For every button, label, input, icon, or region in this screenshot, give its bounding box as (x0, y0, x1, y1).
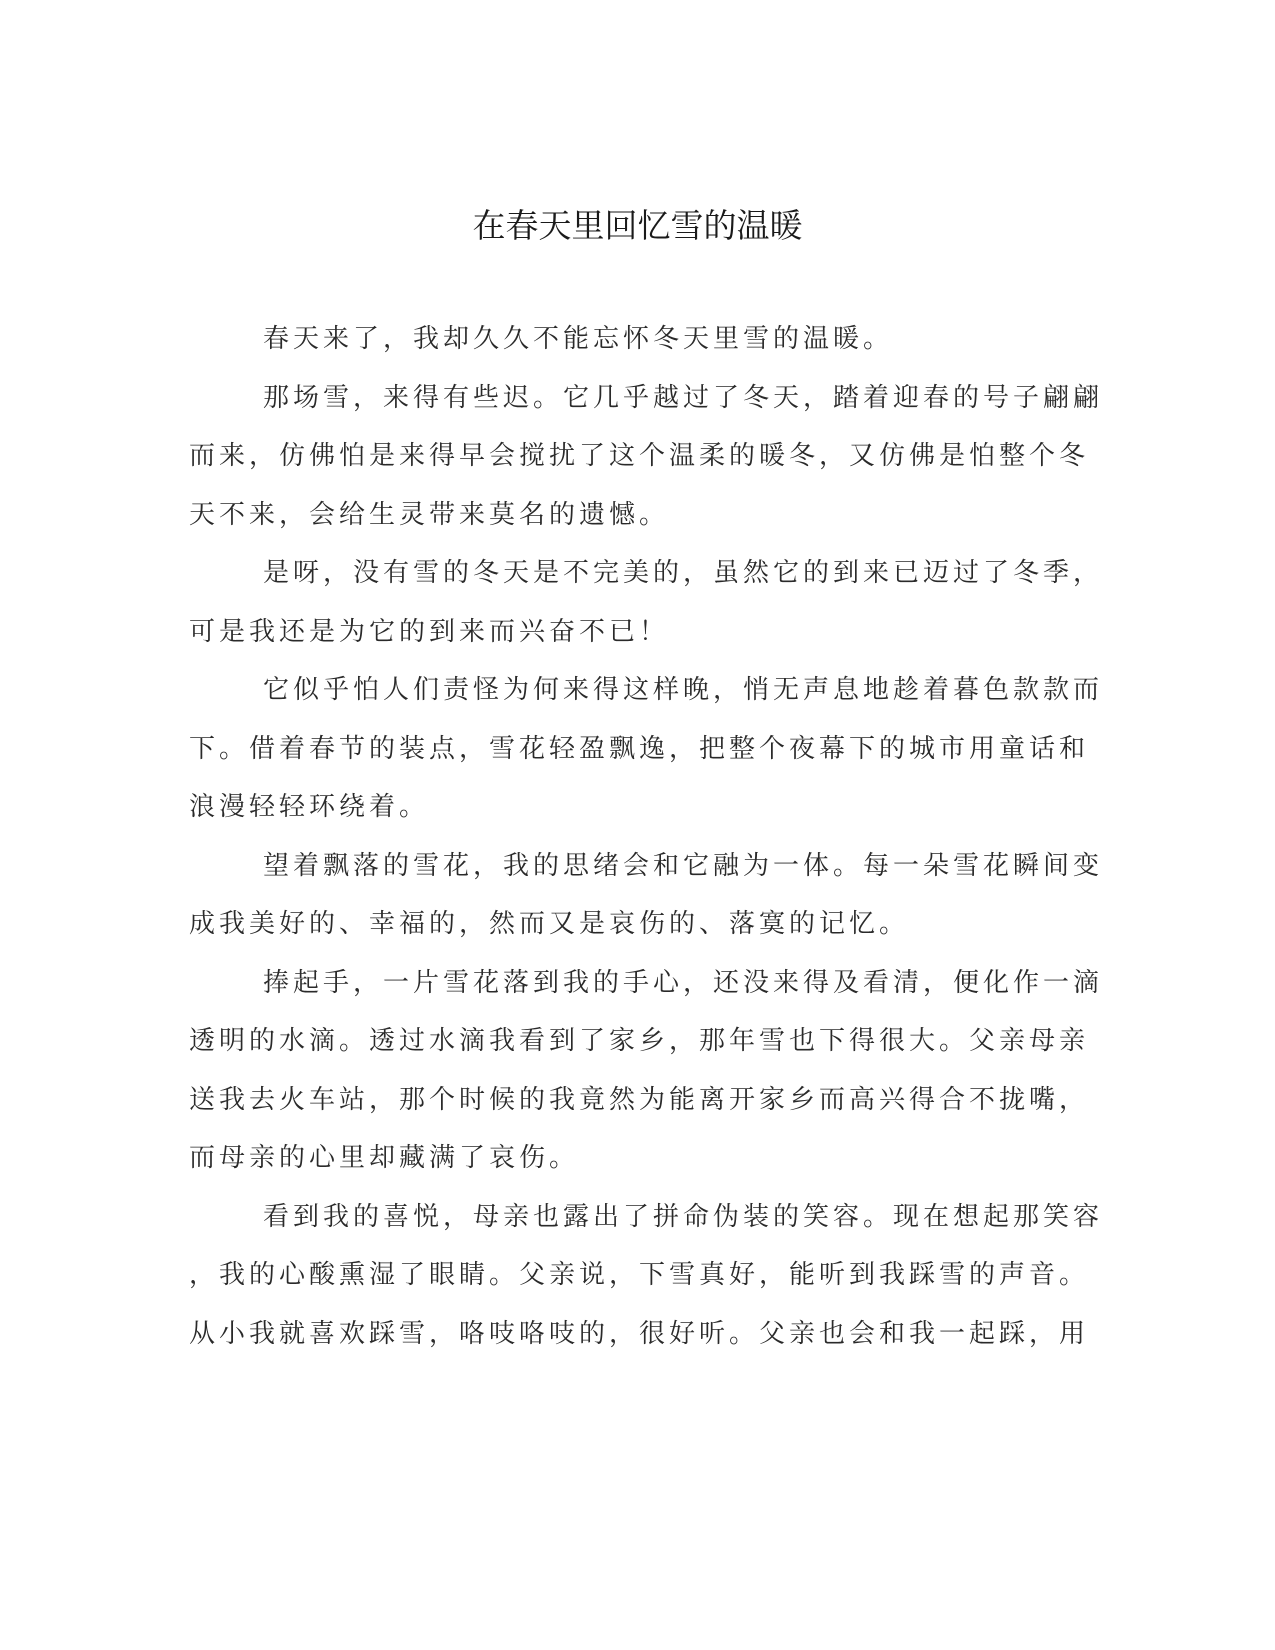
paragraph-line: ，我的心酸熏湿了眼睛。父亲说，下雪真好，能听到我踩雪的声音。 (189, 1260, 1090, 1290)
paragraph-line: 送我去火车站，那个时候的我竟然为能离开家乡而高兴得合不拢嘴， (189, 1084, 1090, 1115)
paragraph-line: 那场雪，来得有些迟。它几乎越过了冬天，踏着迎春的号子翩翩 (263, 382, 1104, 413)
paragraph-line: 它似乎怕人们责怪为何来得这样晚，悄无声息地趁着暮色款款而 (263, 675, 1104, 705)
paragraph-line: 是呀，没有雪的冬天是不完美的，虽然它的到来已迈过了冬季， (263, 558, 1104, 588)
paragraph-line: 春天来了，我却久久不能忘怀冬天里雪的温暖。 (263, 324, 894, 354)
paragraph-line: 可是我还是为它的到来而兴奋不已！ (189, 616, 670, 647)
paragraph-line: 而母亲的心里却藏满了哀伤。 (189, 1143, 580, 1173)
paragraph-line: 捧起手，一片雪花落到我的手心，还没来得及看清，便化作一滴 (263, 967, 1104, 998)
paragraph-line: 天不来，会给生灵带来莫名的遗憾。 (189, 499, 670, 530)
paragraph-line: 透明的水滴。透过水滴我看到了家乡，那年雪也下得很大。父亲母亲 (189, 1026, 1090, 1056)
paragraph-line: 而来，仿佛怕是来得早会搅扰了这个温柔的暖冬，又仿佛是怕整个冬 (189, 441, 1090, 471)
paragraph-line: 成我美好的、幸福的，然而又是哀伤的、落寞的记忆。 (189, 909, 910, 939)
paragraph-line: 从小我就喜欢踩雪，咯吱咯吱的，很好听。父亲也会和我一起踩，用 (189, 1318, 1090, 1349)
paragraph-line: 看到我的喜悦，母亲也露出了拼命伪装的笑容。现在想起那笑容 (263, 1201, 1104, 1232)
paragraph-line: 望着飘落的雪花，我的思绪会和它融为一体。每一朵雪花瞬间变 (263, 850, 1104, 881)
document-title: 在春天里回忆雪的温暖 (472, 206, 803, 245)
paragraph-line: 下。借着春节的装点，雪花轻盈飘逸，把整个夜幕下的城市用童话和 (189, 733, 1090, 764)
document-body (189, 310, 1104, 1363)
paragraph-line: 浪漫轻轻环绕着。 (189, 792, 430, 822)
